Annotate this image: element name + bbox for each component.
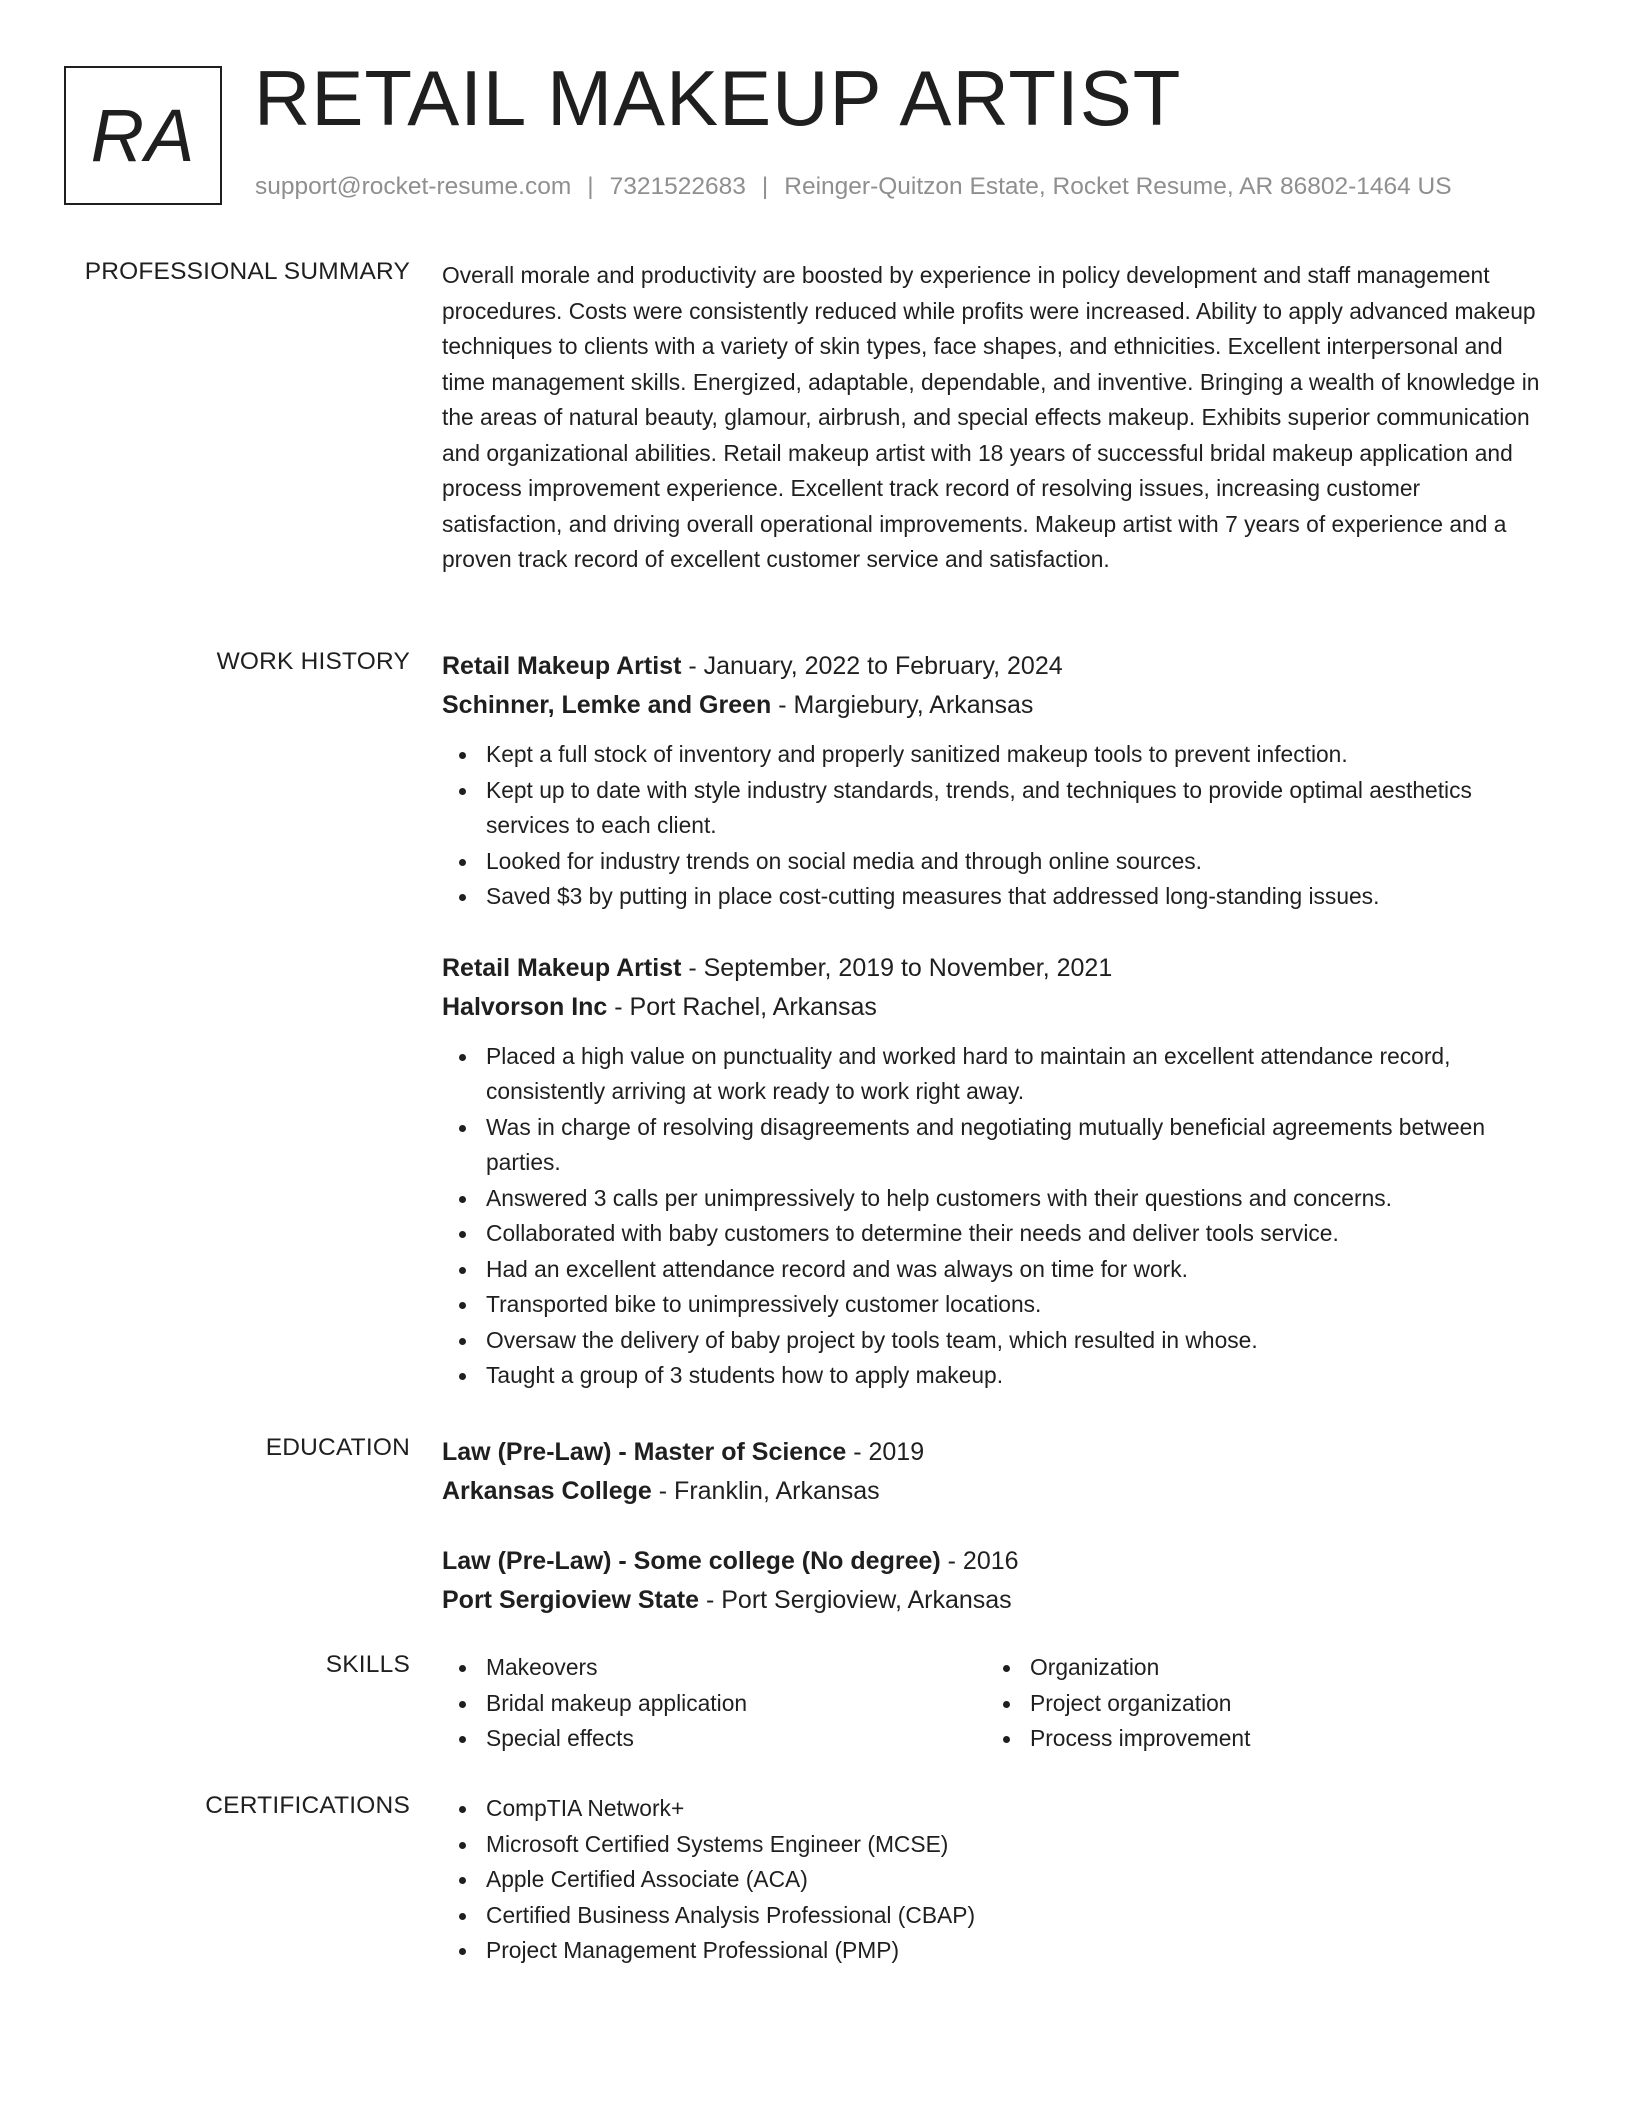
- contact-line: [255, 173, 1452, 201]
- job-location: - Margiebury, Arkansas: [771, 691, 1034, 719]
- edu-school: Arkansas College: [442, 1477, 652, 1505]
- certifications-list: [442, 1791, 1542, 1969]
- skills-column-right: [986, 1650, 1530, 1757]
- edu-degree: Law (Pre-Law) - Some college (No degree): [442, 1547, 941, 1575]
- list-item: Looked for industry trends on social media and through online sources.: [442, 844, 1542, 880]
- edu-degree: Law (Pre-Law) - Master of Science: [442, 1438, 847, 1466]
- monogram-box: [64, 66, 222, 205]
- job-title: Retail Makeup Artist: [442, 652, 682, 680]
- job-company-line: [442, 988, 1542, 1027]
- summary-body: [442, 258, 1542, 578]
- certification-item: Microsoft Certified Systems Engineer (MCSE): [442, 1827, 1542, 1863]
- education-body: [442, 1433, 1542, 1620]
- skills-column-left: [442, 1650, 986, 1757]
- contact-address: Reinger-Quitzon Estate, Rocket Resume, AR 86802-1464 US: [784, 173, 1452, 200]
- contact-separator: |: [587, 173, 594, 200]
- list-item: Taught a group of 3 students how to apply makeup.: [442, 1358, 1542, 1394]
- skill-item: Organization: [986, 1650, 1530, 1686]
- monogram-initials: RA: [90, 94, 196, 177]
- skill-item: Makeovers: [442, 1650, 986, 1686]
- edu-year: - 2019: [846, 1438, 925, 1466]
- edu-school-line: [442, 1472, 1542, 1511]
- job-company: Schinner, Lemke and Green: [442, 691, 772, 719]
- edu-degree-line: [442, 1433, 1542, 1472]
- job-entry: [442, 949, 1542, 1394]
- skills-grid: [442, 1650, 1542, 1757]
- education-entry: [442, 1542, 1542, 1620]
- list-item: Had an excellent attendance record and was always on time for work.: [442, 1252, 1542, 1288]
- certification-item: Project Management Professional (PMP): [442, 1933, 1542, 1969]
- list-item: Kept a full stock of inventory and properly sanitized makeup tools to prevent infection.: [442, 737, 1542, 773]
- list-item: Oversaw the delivery of baby project by tools team, which resulted in whose.: [442, 1323, 1542, 1359]
- contact-phone[interactable]: 7321522683: [609, 173, 746, 200]
- edu-location: - Port Sergioview, Arkansas: [699, 1586, 1012, 1614]
- section-heading: WORK HISTORY: [216, 648, 410, 675]
- job-company: Halvorson Inc: [442, 992, 608, 1021]
- edu-school-line: [442, 1581, 1542, 1620]
- list-item: Kept up to date with style industry standards, trends, and techniques to provide optimal aesthetics services to each client.: [442, 773, 1542, 844]
- job-title-line: [442, 647, 1542, 686]
- list-item: Answered 3 calls per unimpressively to help customers with their questions and concerns.: [442, 1181, 1542, 1217]
- section-heading: EDUCATION: [265, 1434, 410, 1461]
- work-history-body: [442, 647, 1542, 1394]
- certification-item: Apple Certified Associate (ACA): [442, 1862, 1542, 1898]
- job-title: Retail Makeup Artist: [442, 953, 682, 982]
- edu-location: - Franklin, Arkansas: [651, 1477, 880, 1505]
- contact-separator: |: [761, 173, 769, 200]
- job-company-line: [442, 686, 1542, 725]
- job-bullets: [442, 1039, 1542, 1394]
- job-entry: [442, 647, 1542, 915]
- list-item: Transported bike to unimpressively customer locations.: [442, 1287, 1542, 1323]
- edu-degree-line: [442, 1542, 1542, 1581]
- skill-item: Project organization: [986, 1686, 1530, 1722]
- job-bullets: [442, 737, 1542, 915]
- job-dates: - January, 2022 to February, 2024: [681, 652, 1063, 680]
- summary-text: Overall morale and productivity are boosted by experience in policy development and staff management procedures. Costs were consistently reduced while profits were increased. Ability to apply advanced makeup techniques to clients with a variety of skin types, face shapes, and ethnicities. Excellent interpersonal and time management skills. Energized, adaptable, dependable, and inventive. Bringing a wealth of knowledge in the areas of natural beauty, glamour, airbrush, and special effects makeup. Exhibits superior communication and organizational abilities. Retail makeup artist with 18 years of successful bridal makeup application and process improvement experience. Excellent track record of resolving issues, increasing customer satisfaction, and driving overall operational improvements. Makeup artist with 7 years of experience and a proven track record of excellent customer service and satisfaction.: [442, 262, 1540, 572]
- section-heading: CERTIFICATIONS: [205, 1792, 410, 1819]
- job-title-line: [442, 949, 1542, 988]
- job-location: - Port Rachel, Arkansas: [607, 992, 877, 1021]
- certification-item: Certified Business Analysis Professional (CBAP): [442, 1898, 1542, 1934]
- resume-title: RETAIL MAKEUP ARTIST: [254, 54, 1182, 142]
- skill-item: Process improvement: [986, 1721, 1530, 1757]
- contact-email[interactable]: support@rocket-resume.com: [255, 173, 572, 200]
- job-dates: - September, 2019 to November, 2021: [681, 953, 1113, 982]
- list-item: Collaborated with baby customers to determine their needs and deliver tools service.: [442, 1216, 1542, 1252]
- list-item: Was in charge of resolving disagreements and negotiating mutually beneficial agreements between parties.: [442, 1110, 1542, 1181]
- section-heading: PROFESSIONAL SUMMARY: [84, 258, 410, 285]
- list-item: Saved $3 by putting in place cost-cutting measures that addressed long-standing issues.: [442, 879, 1542, 915]
- education-entry: [442, 1433, 1542, 1511]
- edu-year: - 2016: [940, 1547, 1019, 1575]
- skill-item: Special effects: [442, 1721, 986, 1757]
- certifications-body: [442, 1791, 1542, 1969]
- certification-item: CompTIA Network+: [442, 1791, 1542, 1827]
- skill-item: Bridal makeup application: [442, 1686, 986, 1722]
- edu-school: Port Sergioview State: [442, 1586, 700, 1614]
- skills-body: [442, 1650, 1542, 1757]
- section-heading: SKILLS: [325, 1651, 410, 1678]
- list-item: Placed a high value on punctuality and worked hard to maintain an excellent attendance record, consistently arriving at work ready to work right away.: [442, 1039, 1542, 1110]
